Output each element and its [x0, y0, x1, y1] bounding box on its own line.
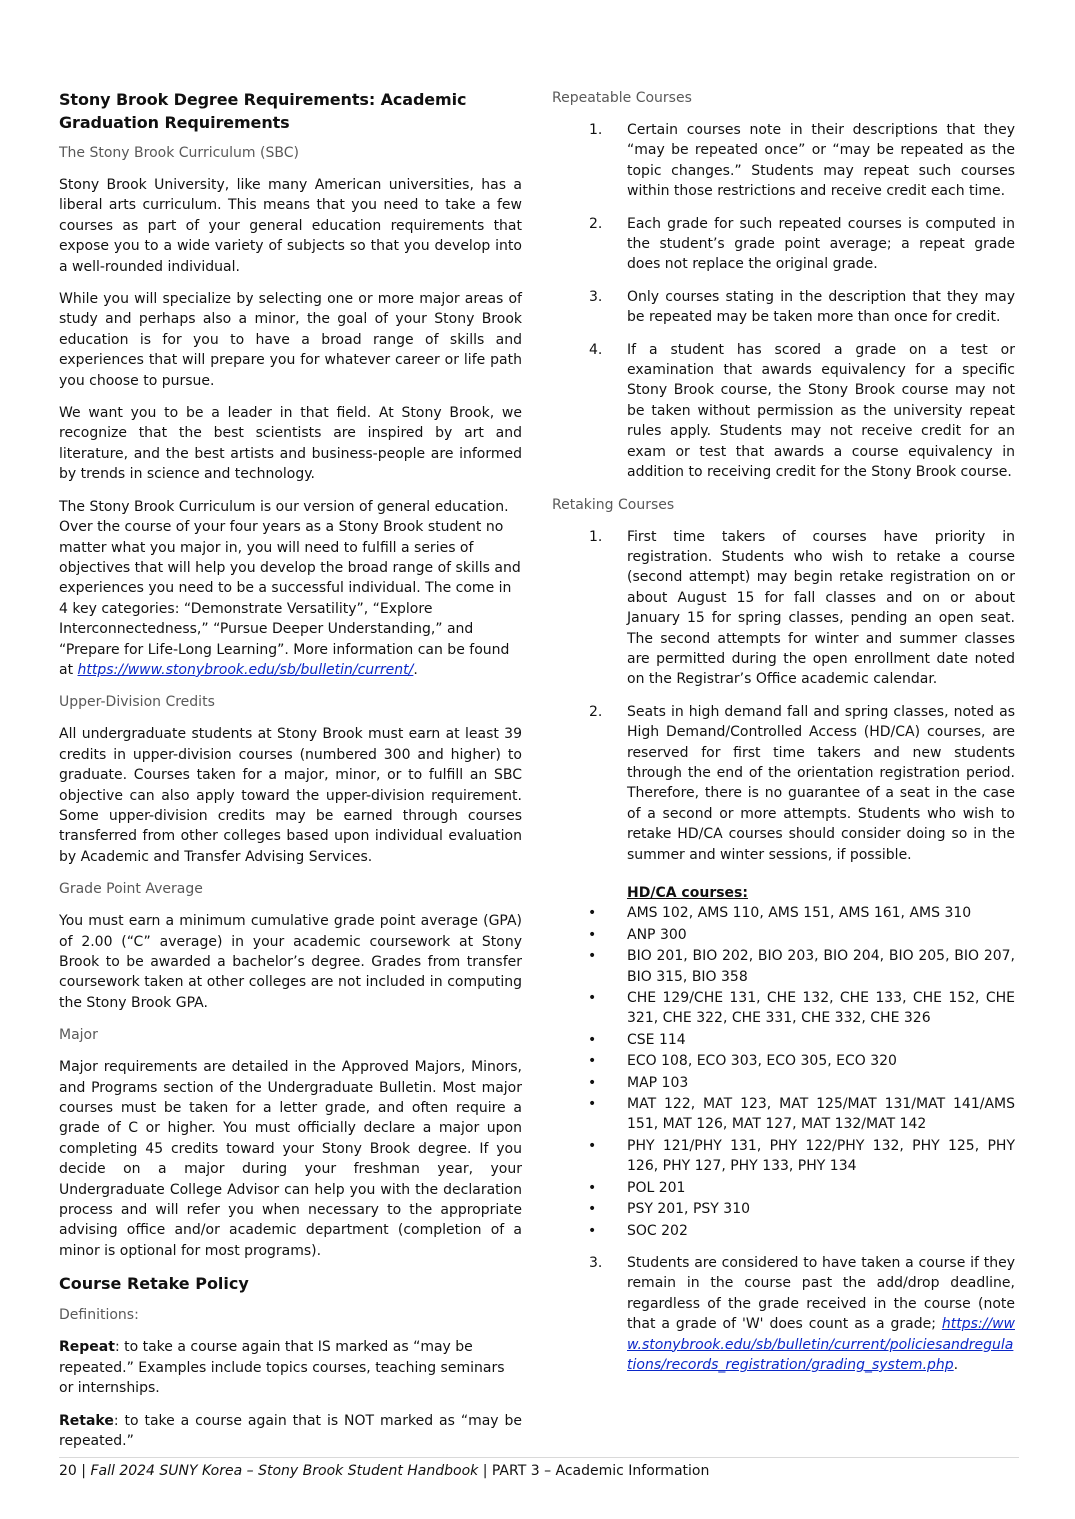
- left-column: [59, 88, 522, 1463]
- repeatable-list: [552, 120, 1015, 483]
- item-number: 2.: [589, 703, 603, 720]
- link-suffix: .: [953, 1356, 959, 1373]
- retake-definition: [59, 1411, 522, 1452]
- major-heading: Major: [59, 1027, 98, 1044]
- repeat-definition: [59, 1337, 522, 1398]
- item-number: 1.: [589, 528, 603, 545]
- item-number: 1.: [589, 122, 603, 138]
- course-item: [552, 1073, 1015, 1093]
- handbook-title: Fall 2024 SUNY Korea – Stony Brook Student Handbook: [90, 1463, 479, 1479]
- course-item: [552, 1221, 1015, 1241]
- upper-division-heading: Upper-Division Credits: [59, 694, 215, 711]
- bullet-icon: •: [588, 1096, 597, 1113]
- hdca-course-list: [552, 903, 1015, 1241]
- item-number: 3.: [589, 288, 603, 305]
- repeat-term: Repeat: [59, 1339, 115, 1356]
- course-item: [552, 1199, 1015, 1219]
- definitions-heading: Definitions:: [59, 1307, 139, 1324]
- retaking-list: [552, 527, 1015, 904]
- sbc-paragraph-4-text: The Stony Brook Curriculum is our version of general education. Over the course of your four years as a Stony Brook student no matter what you major in, you will need to fulfill a series of objectives that will help you develop the broad range of skills and experiences you need to be a successful individual. The come in 4 key categories: “Demonstrate Versatility”, “Explore Interconnectedness,” “Pursue Deeper Understanding,” and “Prepare for Life-Long Learning”. More information can be found at: [59, 498, 521, 678]
- link-suffix: .: [413, 661, 418, 678]
- item-text: If a student has scored a grade on a test or examination that awards equivalency for a specific Stony Brook course, the Stony Brook course may not be taken without permission as the university repeat rules apply. Students may not receive credit for an exam or test that awards a course equivalency in addition to receiving credit for the Stony Brook course.: [627, 341, 1015, 481]
- bullet-icon: •: [588, 948, 597, 965]
- item-text: Only courses stating in the description that they may be repeated may be taken more than once for credit.: [627, 288, 1015, 326]
- retake-term: Retake: [59, 1412, 114, 1429]
- sbc-paragraph-1: Stony Brook University, like many American universities, has a liberal arts curriculum. This means that you need to take a few courses as part of your general education requirements that expose you to a wide variety of subjects so that you develop into a well-rounded individual.: [59, 177, 522, 275]
- item-number: 3.: [589, 1254, 603, 1271]
- bullet-icon: •: [588, 990, 597, 1007]
- list-item: [552, 120, 1015, 202]
- course-text: PHY 121/PHY 131, PHY 122/PHY 132, PHY 125, PHY 126, PHY 127, PHY 133, PHY 134: [627, 1137, 1015, 1175]
- part-label: PART 3 – Academic Information: [491, 1463, 710, 1479]
- course-text: CHE 129/CHE 131, CHE 132, CHE 133, CHE 152, CHE 321, CHE 322, CHE 331, CHE 332, CHE 326: [627, 990, 1015, 1027]
- sbc-paragraph-2: While you will specialize by selecting one or more major areas of study and perhaps also a minor, the goal of your Stony Brook education is for you to have a broad range of skills and experiences that will prepare you for whatever career or life path you choose to pursue.: [59, 291, 522, 389]
- course-item: [552, 925, 1015, 945]
- course-item: [552, 946, 1015, 987]
- retaking-list-continued: [552, 1253, 1015, 1375]
- item-number: 2.: [589, 215, 603, 232]
- footer-separator: |: [76, 1463, 91, 1479]
- hdca-label: HD/CA courses:: [627, 885, 748, 901]
- item-text: Each grade for such repeated courses is computed in the student’s grade point average; a repeat grade does not replace the original grade.: [627, 215, 1015, 273]
- bullet-icon: •: [588, 1074, 597, 1091]
- right-column: [552, 88, 1015, 1387]
- course-text: POL 201: [627, 1179, 686, 1196]
- course-text: BIO 201, BIO 202, BIO 203, BIO 204, BIO 205, BIO 207, BIO 315, BIO 358: [627, 948, 1015, 985]
- item-text: Seats in high demand fall and spring classes, noted as High Demand/Controlled Access (HD/CA) courses, are reserved for first time takers and new students through the end of the orientation registration period. Therefore, there is no guarantee of a seat in the case of a second or more attempts. Students who wish to retake HD/CA courses should consider doing so in the summer and winter sessions, if possible.: [627, 703, 1015, 863]
- course-text: SOC 202: [627, 1222, 688, 1239]
- bullet-icon: •: [588, 1137, 597, 1154]
- sbc-paragraph-4: [59, 497, 522, 681]
- major-text: Major requirements are detailed in the Approved Majors, Minors, and Programs section of the Undergraduate Bulletin. Most major courses must be taken for a letter grade, and often require a grade of C or higher. You must officially declare a major upon completing 45 credits toward your Stony Brook degree. If you decide on a major during your freshman year, your Undergraduate College Advisor can help you with the declaration process and will refer you when necessary to the appropriate advising office and/or academic department (completion of a minor is optional for most programs).: [59, 1059, 522, 1259]
- page-title: Stony Brook Degree Requirements: Academic Graduation Requirements: [59, 90, 467, 132]
- sbc-heading: The Stony Brook Curriculum (SBC): [59, 145, 299, 161]
- upper-division-text: All undergraduate students at Stony Brook must earn at least 39 credits in upper-division courses (numbered 300 and higher) to graduate. Courses taken for a major, minor, or to fulfill an SBC objective can also apply toward the upper-division requirement. Some upper-division credits may be earned through courses transferred from other colleges based upon individual evaluation by Academic and Transfer Advising Services.: [59, 726, 522, 865]
- page-number: 20: [59, 1463, 77, 1479]
- bullet-icon: •: [588, 926, 597, 943]
- list-item: [552, 287, 1015, 328]
- course-item: [552, 1030, 1015, 1050]
- grading-system-link[interactable]: https://www.stonybrook.edu/sb/bulletin/current/policiesandregulations/records_registration/grading_system.php: [627, 1316, 1015, 1373]
- bullet-icon: •: [588, 1053, 597, 1070]
- bulletin-link[interactable]: https://www.stonybrook.edu/sb/bulletin/current/: [77, 661, 414, 678]
- list-item: [552, 702, 1015, 904]
- course-text: MAT 122, MAT 123, MAT 125/MAT 131/MAT 141/AMS 151, MAT 126, MAT 127, MAT 132/MAT 142: [627, 1096, 1015, 1133]
- course-text: ECO 108, ECO 303, ECO 305, ECO 320: [627, 1053, 897, 1070]
- page-footer: [59, 1457, 1019, 1480]
- item-text: Students are considered to have taken a course if they remain in the course past the add/drop deadline, regardless of the grade received in the course (note that a grade of 'W' does count as a grade;: [627, 1254, 1015, 1333]
- list-item: [552, 214, 1015, 275]
- course-text: CSE 114: [627, 1031, 686, 1048]
- item-text: First time takers of courses have priority in registration. Students who wish to retake a course (second attempt) may begin retake registration on or about August 15 for fall classes and on or about January 15 for spring classes, pending an open seat. The second attempts for winter and summer classes are permitted during the open enrollment date noted on the Registrar’s Office academic calendar.: [627, 528, 1015, 688]
- gpa-heading: Grade Point Average: [59, 881, 203, 898]
- list-item: [552, 527, 1015, 690]
- course-item: [552, 1051, 1015, 1071]
- item-text: Certain courses note in their descriptions that they “may be repeated once” or “may be repeated as the topic changes.” Students may repeat such courses within those restrictions and receive credit each time.: [627, 122, 1015, 200]
- bullet-icon: •: [588, 1222, 597, 1239]
- course-text: MAP 103: [627, 1074, 689, 1091]
- course-text: ANP 300: [627, 926, 687, 943]
- course-item: [552, 1178, 1015, 1198]
- bullet-icon: •: [588, 1031, 597, 1048]
- course-item: [552, 1136, 1015, 1177]
- course-item: [552, 903, 1015, 923]
- list-item: [552, 340, 1015, 483]
- course-item: [552, 1094, 1015, 1135]
- gpa-text: You must earn a minimum cumulative grade point average (GPA) of 2.00 (“C” average) in your academic coursework at Stony Brook to be awarded a bachelor’s degree. Grades from transfer coursework taken at other colleges are not included in computing the Stony Brook GPA.: [59, 913, 522, 1011]
- repeatable-heading: Repeatable Courses: [552, 90, 692, 106]
- retaking-heading: Retaking Courses: [552, 496, 675, 513]
- bullet-icon: •: [588, 1179, 597, 1196]
- retake-policy-title: Course Retake Policy: [59, 1274, 249, 1294]
- course-item: [552, 988, 1015, 1029]
- footer-separator: |: [478, 1463, 492, 1479]
- course-text: PSY 201, PSY 310: [627, 1201, 751, 1218]
- list-item: [552, 1253, 1015, 1375]
- item-number: 4.: [589, 341, 603, 358]
- sbc-paragraph-3: We want you to be a leader in that field. At Stony Brook, we recognize that the best scientists are inspired by art and literature, and the best artists and business-people are informed by trends in science and technology.: [59, 405, 522, 483]
- repeat-def-text: : to take a course again that IS marked as “may be repeated.” Examples include topics courses, teaching seminars or internships.: [59, 1339, 505, 1397]
- bullet-icon: •: [588, 1201, 597, 1218]
- bullet-icon: •: [588, 905, 597, 922]
- course-text: AMS 102, AMS 110, AMS 151, AMS 161, AMS 310: [627, 905, 972, 922]
- retake-def-text: : to take a course again that is NOT marked as “may be repeated.”: [59, 1412, 522, 1449]
